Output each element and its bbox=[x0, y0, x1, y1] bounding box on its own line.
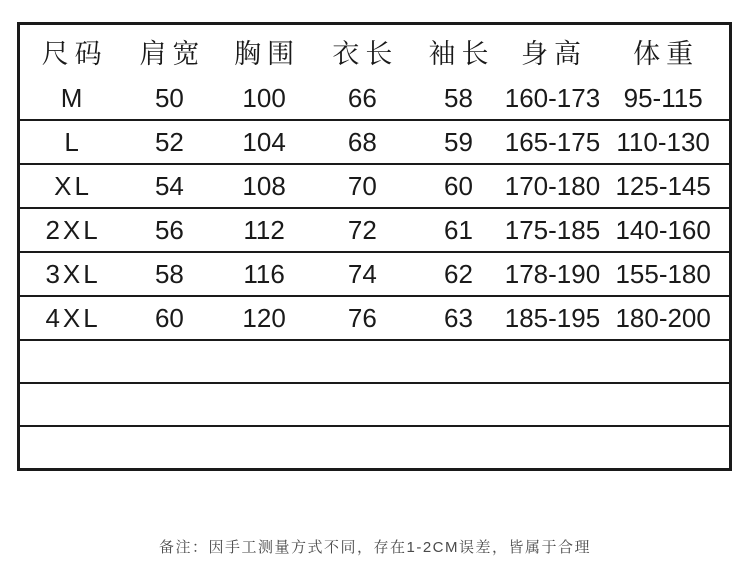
value-cell: 58 bbox=[154, 258, 184, 289]
size-cell: 3XL bbox=[45, 258, 101, 289]
value-cell: 160-173 bbox=[504, 82, 601, 113]
empty-row bbox=[19, 426, 731, 470]
value-cell: 104 bbox=[242, 126, 286, 157]
value-cell: 58 bbox=[444, 82, 473, 113]
value-cell: 56 bbox=[154, 214, 184, 245]
value-cell: 66 bbox=[347, 82, 377, 113]
value-cell: 165-175 bbox=[504, 126, 601, 157]
value-cell: 180-200 bbox=[615, 302, 711, 333]
size-cell: 2XL bbox=[45, 214, 101, 245]
size-chart-table bbox=[17, 22, 732, 471]
size-cell: M bbox=[60, 82, 86, 113]
column-header: 胸围 bbox=[234, 38, 301, 69]
table-row bbox=[19, 120, 731, 164]
value-cell: 76 bbox=[347, 302, 377, 333]
measurement-note: 备注：因手工测量方式不同，存在1-2CM误差，皆属于合理 bbox=[158, 539, 591, 556]
value-cell: 175-185 bbox=[504, 214, 601, 245]
size-cell: XL bbox=[54, 170, 92, 201]
value-cell: 125-145 bbox=[615, 170, 711, 201]
value-cell: 72 bbox=[347, 214, 377, 245]
value-cell: 52 bbox=[154, 126, 184, 157]
value-cell: 63 bbox=[444, 302, 473, 333]
column-header: 肩宽 bbox=[139, 38, 206, 69]
column-header: 衣长 bbox=[332, 38, 399, 69]
value-cell: 59 bbox=[444, 126, 473, 157]
value-cell: 95-115 bbox=[623, 82, 703, 113]
table-row bbox=[19, 208, 731, 252]
value-cell: 54 bbox=[154, 170, 184, 201]
value-cell: 185-195 bbox=[504, 302, 601, 333]
column-header: 身高 bbox=[521, 38, 588, 69]
value-cell: 110-130 bbox=[616, 126, 710, 157]
value-cell: 155-180 bbox=[615, 258, 711, 289]
value-cell: 170-180 bbox=[504, 170, 601, 201]
value-cell: 50 bbox=[154, 82, 184, 113]
value-cell: 60 bbox=[444, 170, 473, 201]
column-header: 袖长 bbox=[428, 38, 495, 69]
value-cell: 116 bbox=[243, 258, 285, 289]
table-row bbox=[19, 77, 731, 120]
value-cell: 61 bbox=[444, 214, 473, 245]
table-row bbox=[19, 296, 731, 340]
empty-cell bbox=[19, 340, 731, 383]
value-cell: 100 bbox=[242, 82, 286, 113]
table-row bbox=[19, 252, 731, 296]
value-cell: 140-160 bbox=[615, 214, 711, 245]
value-cell: 108 bbox=[242, 170, 286, 201]
column-header: 体重 bbox=[633, 38, 700, 69]
column-header: 尺码 bbox=[41, 38, 108, 69]
value-cell: 74 bbox=[347, 258, 377, 289]
table-body bbox=[19, 77, 731, 470]
value-cell: 60 bbox=[154, 302, 184, 333]
empty-row bbox=[19, 340, 731, 383]
value-cell: 70 bbox=[347, 170, 377, 201]
value-cell: 178-190 bbox=[504, 258, 601, 289]
empty-row bbox=[19, 383, 731, 426]
size-cell: 4XL bbox=[45, 302, 101, 333]
table-row bbox=[19, 164, 731, 208]
empty-cell bbox=[19, 426, 731, 470]
value-cell: 120 bbox=[242, 302, 286, 333]
header-row bbox=[19, 24, 731, 78]
value-cell: 112 bbox=[243, 214, 285, 245]
value-cell: 68 bbox=[347, 126, 377, 157]
size-cell: L bbox=[64, 126, 82, 157]
value-cell: 62 bbox=[444, 258, 473, 289]
empty-cell bbox=[19, 383, 731, 426]
